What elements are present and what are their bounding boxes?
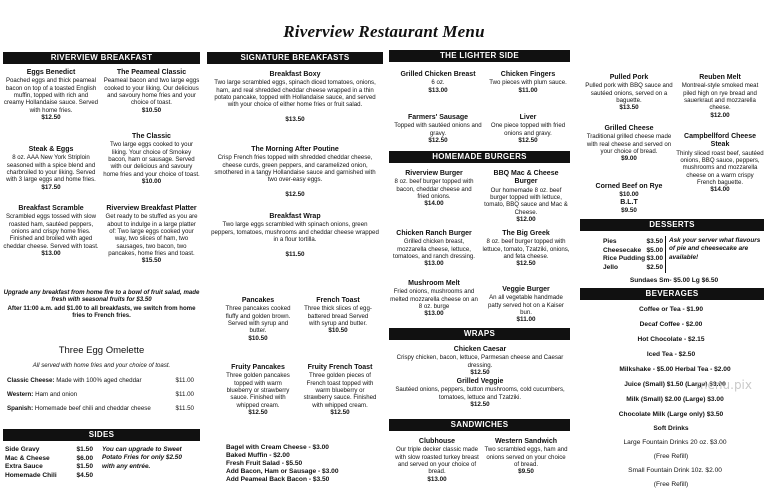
omelette-row: Western: Ham and onion $11.00: [7, 391, 194, 398]
list-item: Rice Pudding $3.00: [603, 255, 663, 263]
item-corned-beef: Corned Beef on Rye $10.00 B.L.T $9.50: [595, 183, 663, 215]
list-item: Pies $3.50: [603, 238, 663, 245]
item-the-classic: The Classic Two large eggs cooked to your liking. Your choice of Smokey bacon, ham or sausage. Served with our delicious and savoury home fries and your choice of toast. $10.00: [103, 133, 200, 185]
beverage-row: Large Fountain Drinks 20 oz. $3.00: [623, 439, 727, 446]
desserts-list: [603, 239, 663, 274]
item-riverview-burger: Riverview Burger 8 oz. beef burger topped with bacon, cheddar cheese and fried onions. $14.00: [394, 170, 474, 208]
item-steak-eggs: Steak & Eggs 8 oz. AAA New York Striploin seasoned with a spice blend and charbroiled to your liking. Served with 3 large eggs and home fries. $17.50: [6, 146, 96, 191]
list-item: Extra Sauce $1.50: [5, 463, 93, 471]
omelette-title: Three Egg Omelette: [58, 345, 145, 356]
item-cheese-steak: Campbellford Cheese Steak Thinly sliced roast beef, sautéed onions, BBQ sauce, peppers, mushrooms and mozzarella cheese on a warm crispy French baguette. $14.00: [676, 133, 764, 194]
beverage-row: Coffee or Tea - $1.90: [638, 306, 703, 313]
item-western-sandwich: Western Sandwich Two scrambled eggs, ham and onions served on your choice of bread. $9.50: [484, 438, 568, 476]
item-reuben-melt: Reuben Melt Montreal-style smoked meat piled high on rye bread and sauerkraut and mozzarella cheese. $12.00: [681, 74, 759, 119]
section-desserts: DESSERTS: [580, 219, 764, 231]
item-pulled-pork: Pulled Pork Pulled pork with BBQ sauce and sautéed onions, served on a baguette. $13.50: [585, 74, 673, 112]
item-big-greek: The Big Greek 8 oz. beef burger topped with lettuce, tomato, Tzatziki, onions, and feta cheese. $12.50: [482, 230, 570, 268]
omelette-row: Spanish: Homemade beef chili and cheddar cheese $11.50: [7, 405, 194, 412]
list-item: Side Gravy $1.50: [5, 446, 93, 453]
item-chicken-ranch-burger: Chicken Ranch Burger Grilled chicken breast, mozzarella cheese, lettuce, tomatoes, and ranch dressing. $13.00: [393, 230, 475, 268]
bagel-extras-list: [226, 444, 382, 484]
section-wraps: WRAPS: [389, 328, 570, 340]
beverage-row: Juice (Small) $1.50 (Large) $3.00: [624, 381, 726, 388]
beverage-row: Milkshake - $5.00 Herbal Tea - $2.00: [619, 366, 731, 373]
watermark: menu.pix: [695, 378, 752, 392]
section-beverages: BEVERAGES: [580, 288, 764, 300]
item-fruity-pancakes: Fruity Pancakes Three golden pancakes topped with warm blueberry or strawberry sauce. Finished with whipped cream. $12.50: [226, 364, 290, 416]
sides-note: You can upgrade to Sweet Potato Fries for only $2.50 with any entrée.: [102, 446, 182, 470]
item-chicken-caesar: Chicken Caesar Crispy chicken, bacon, lettuce, Parmesan cheese and Caesar dressing. $12.50: [396, 346, 564, 377]
item-peameal-classic: The Peameal Classic Peameal bacon and two large eggs cooked to your liking. Our delicious and savoury home fries and your choice of toast. $10.50: [103, 69, 200, 114]
list-item: Cheesecake $5.00: [603, 246, 663, 254]
omelette-subtitle: All served with home fries and your choice of toast.: [32, 362, 171, 369]
item-fruity-french-toast: Fruity French Toast Three golden pieces of French toast topped with warm blueberry or strawberry sauce. Finished with whipped cream. $12.50: [303, 364, 377, 416]
menu-title: Riverview Restaurant Menu: [283, 22, 485, 41]
sides-list: [5, 446, 93, 481]
list-item: Add Peameal Back Bacon - $3.50: [226, 476, 330, 484]
beverage-row: (Free Refill): [653, 453, 689, 460]
list-item: Fresh Fruit Salad - $5.50: [226, 460, 303, 468]
beverage-row: Decaf Coffee - $2.00: [639, 321, 703, 328]
item-farmers-sausage: Farmers' Sausage Topped with sautéed onions and gravy. $12.50: [394, 114, 482, 145]
item-morning-after-poutine: The Morning After Poutine Crisp French fries topped with shredded cheddar cheese, cheese curds, green peppers, and caramelized onion, smothered in a tangy Hollandaise sauce and garnished with two over-easy eggs. $12.50: [214, 146, 376, 198]
list-item: Jello $2.50: [603, 264, 663, 272]
section-sides: SIDES: [3, 429, 200, 441]
section-homemade-burgers: HOMEMADE BURGERS: [389, 151, 570, 163]
item-riverview-platter: Riverview Breakfast Platter Get ready to be stuffed as you are about to indulge in a large platter of: Two large eggs cooked your way, two slices of ham, two sausages, two bacon, two pancakes, home fries and toast. $15.50: [105, 205, 198, 265]
beverage-row: Milk (Small) $2.00 (Large) $3.00: [626, 396, 724, 403]
item-bbq-mac-burger: BBQ Mac & Cheese Burger Our homemade 8 oz. beef burger topped with lettuce, tomato, BBQ sauce and Mac & Cheese. $12.00: [484, 170, 568, 224]
list-item: Add Bacon, Ham or Sausage - $3.00: [226, 468, 339, 476]
item-grilled-veggie: Grilled Veggie Sautéed onions, peppers, button mushrooms, cold cucumbers, tomatoes, lettuce and Tzatziki. $12.50: [395, 378, 565, 409]
after-11-note: After 11:00 a.m. add $1.00 to all breakfasts, we switch from home fries to French fries.: [7, 305, 196, 320]
item-grilled-chicken-breast: Grilled Chicken Breast 6 oz. $13.00: [400, 71, 476, 94]
omelette-row: Classic Cheese: Made with 100% aged cheddar $11.00: [7, 377, 194, 384]
breakfast-upgrade-note: Upgrade any breakfast from home fire to a bowl of fruit salad, made fresh with seasonal fruits for $3.50: [3, 289, 200, 304]
section-lighter-side: THE LIGHTER SIDE: [389, 50, 570, 62]
item-french-toast: French Toast Three thick slices of egg-battered bread Served with syrup and butter. $10.50: [304, 297, 372, 335]
item-pancakes: Pancakes Three pancakes cooked fluffy and golden brown. Served with syrup and butter. $10.50: [225, 297, 291, 342]
beverage-row: Soft Drinks: [653, 425, 689, 432]
sundaes: Sundaes Sm- $5.00 Lg $6.50: [629, 277, 719, 284]
item-eggs-benedict: Eggs Benedict Poached eggs and thick peameal bacon on top of a toasted English muffin, topped with rich and creamy Hollandaise sauce. Served with home fries. $12.50: [3, 69, 99, 121]
item-chicken-fingers: Chicken Fingers Two pieces with plum sauce. $11.00: [489, 71, 567, 94]
list-item: Bagel with Cream Cheese - $3.00: [226, 444, 329, 451]
list-item: Baked Muffin - $2.00: [226, 452, 290, 460]
section-sandwiches: SANDWICHES: [389, 419, 570, 431]
section-signature-breakfasts: SIGNATURE BREAKFASTS: [207, 52, 383, 64]
item-clubhouse: Clubhouse Our triple decker classic made with slow roasted turkey breast and served on your choice of bread. $13.00: [395, 438, 479, 483]
list-item: Mac & Cheese $6.00: [5, 454, 93, 462]
item-breakfast-boxy: Breakfast Boxy Two large scrambled eggs, spinach diced tomatoes, onions, ham, and real shredded cheddar cheese wrapped in a thin potato pancake, topped with Hollandaise sauce, and served with your choice of either home fries or fruit salad. $13.50: [214, 71, 376, 123]
item-veggie-burger: Veggie Burger An all vegetable handmade patty served hot on a Kaiser bun. $11.00: [488, 286, 564, 324]
beverage-row: Hot Chocolate - $2.15: [637, 336, 705, 343]
beverage-row: Small Fountain Drink 10z. $2.00: [628, 467, 722, 474]
beverage-row: Iced Tea - $2.50: [646, 351, 696, 358]
dessert-note: Ask your server what flavours of pie and cheesecake are available!: [669, 237, 761, 261]
item-breakfast-wrap: Breakfast Wrap Two large eggs scrambled with spinach onions, green peppers, tomatoes, mushrooms and cheddar cheese wrapped in a flour tortilla. $11.50: [211, 213, 379, 258]
list-item: Homemade Chili $4.50: [5, 472, 93, 480]
section-riverview-breakfast: RIVERVIEW BREAKFAST: [3, 52, 200, 64]
beverage-row: (Free Refill): [653, 481, 689, 488]
item-grilled-cheese: Grilled Cheese Traditional grilled cheese made with real cheese and served on your choice of bread. $9.00: [586, 125, 672, 163]
item-liver: Liver One piece topped with fried onions and gravy. $12.50: [490, 114, 566, 145]
item-breakfast-scramble: Breakfast Scramble Scrambled eggs tossed with slow roasted ham, sautéed peppers, onions and crispy home fries. Finished and broiled with aged cheddar cheese. Served with toast. $13.00: [3, 205, 99, 257]
beverage-row: Chocolate Milk (Large only) $3.50: [618, 411, 724, 418]
dessert-divider: [665, 236, 666, 273]
item-mushroom-melt: Mushroom Melt Fried onions, mushrooms and melted mozzarella cheese on an 8 oz. burge $13.00: [390, 280, 478, 318]
